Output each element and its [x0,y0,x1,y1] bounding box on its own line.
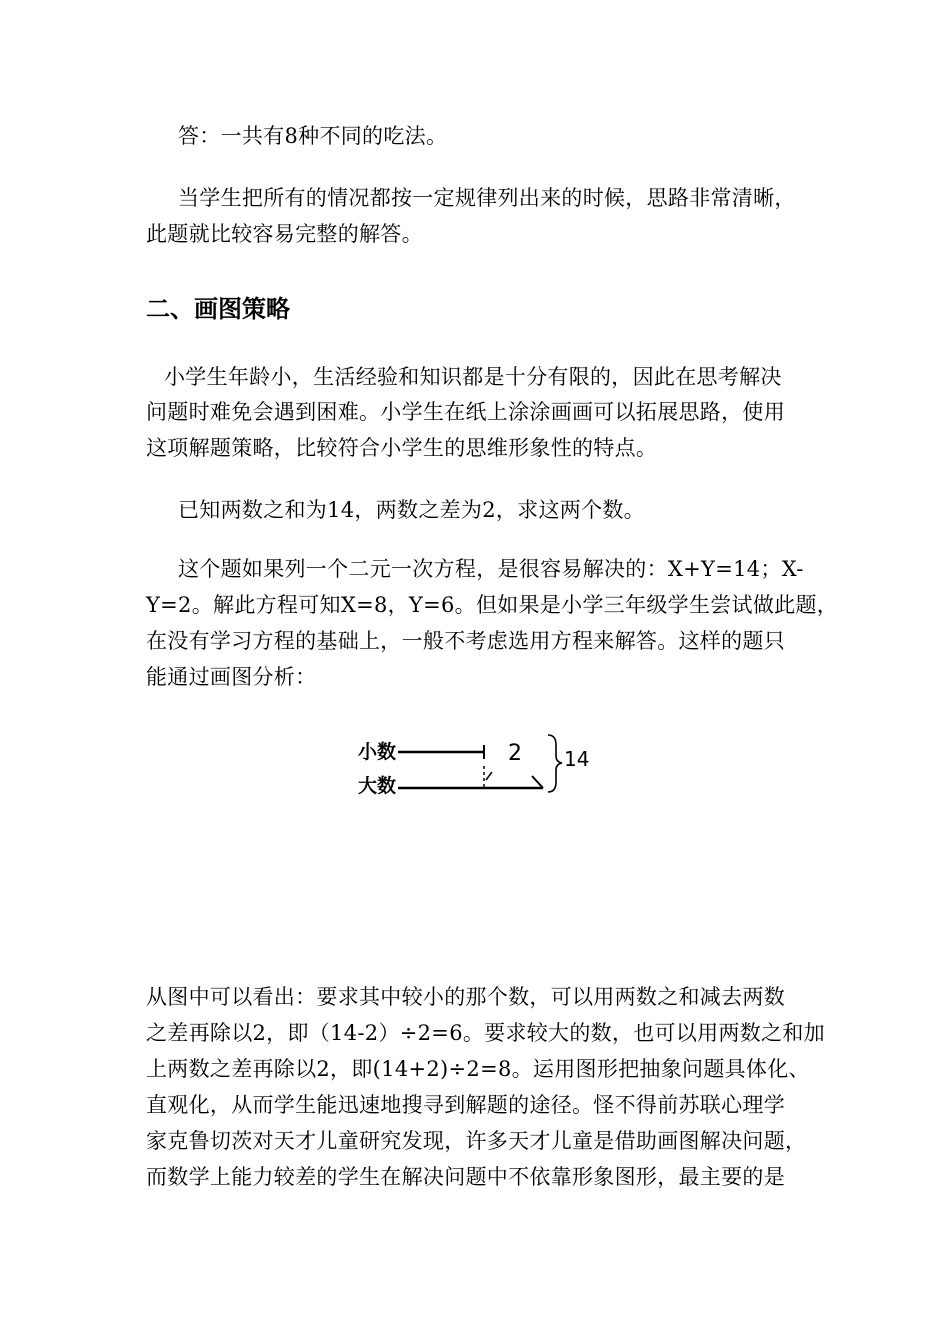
conclusion-line: 而数学上能力较差的学生在解决问题中不依靠形象图形，最主要的是 [146,1165,785,1189]
problem-line: 已知两数之和为14，两数之差为2，求这两个数。 [178,498,645,522]
equation-line: 能通过画图分析： [146,665,317,689]
sum-label: 14 [564,747,590,771]
intro-line: 问题时难免会遇到困难。小学生在纸上涂涂画画可以拓展思路，使用 [146,400,785,424]
conclusion-line: 直观化，从而学生能迅速地搜寻到解题的途径。怪不得前苏联心理学 [146,1093,785,1117]
large-number-label: 大数 [358,775,397,797]
small-number-label: 小数 [358,741,397,763]
conclusion-line: 上两数之差再除以2，即(14+2)÷2=8。运用图形把抽象问题具体化、 [146,1057,810,1081]
difference-label: 2 [508,741,522,766]
conclusion-line: 从图中可以看出：要求其中较小的那个数，可以用两数之和减去两数 [146,985,785,1009]
section-heading: 二、画图策略 [146,295,290,323]
intro-line: 小学生年龄小，生活经验和知识都是十分有限的，因此在思考解决 [164,365,782,389]
large-number-end-mark [532,776,543,788]
equal-part-slash [486,772,492,780]
conclusion-line: 家克鲁切茨对天才儿童研究发现，许多天才儿童是借助画图解决问题， [146,1129,807,1153]
conclusion-line: 之差再除以2，即（14-2）÷2=6。要求较大的数，也可以用两数之和加 [146,1021,825,1045]
intro-line: 这项解题策略，比较符合小学生的思维形象性的特点。 [146,436,658,460]
summary-line: 当学生把所有的情况都按一定规律列出来的时候，思路非常清晰， [178,186,796,210]
sum-brace [548,735,562,792]
equation-line: 这个题如果列一个二元一次方程，是很容易解决的：X+Y=14；X- [178,557,804,581]
summary-line: 此题就比较容易完整的解答。 [146,222,423,246]
equation-line: Y=2。解此方程可知X=8，Y=6。但如果是小学三年级学生尝试做此题， [146,593,839,617]
answer-line: 答：一共有8种不同的吃法。 [178,124,448,148]
equation-line: 在没有学习方程的基础上，一般不考虑选用方程来解答。这样的题只 [146,629,785,653]
line-segment-diagram [350,730,600,800]
